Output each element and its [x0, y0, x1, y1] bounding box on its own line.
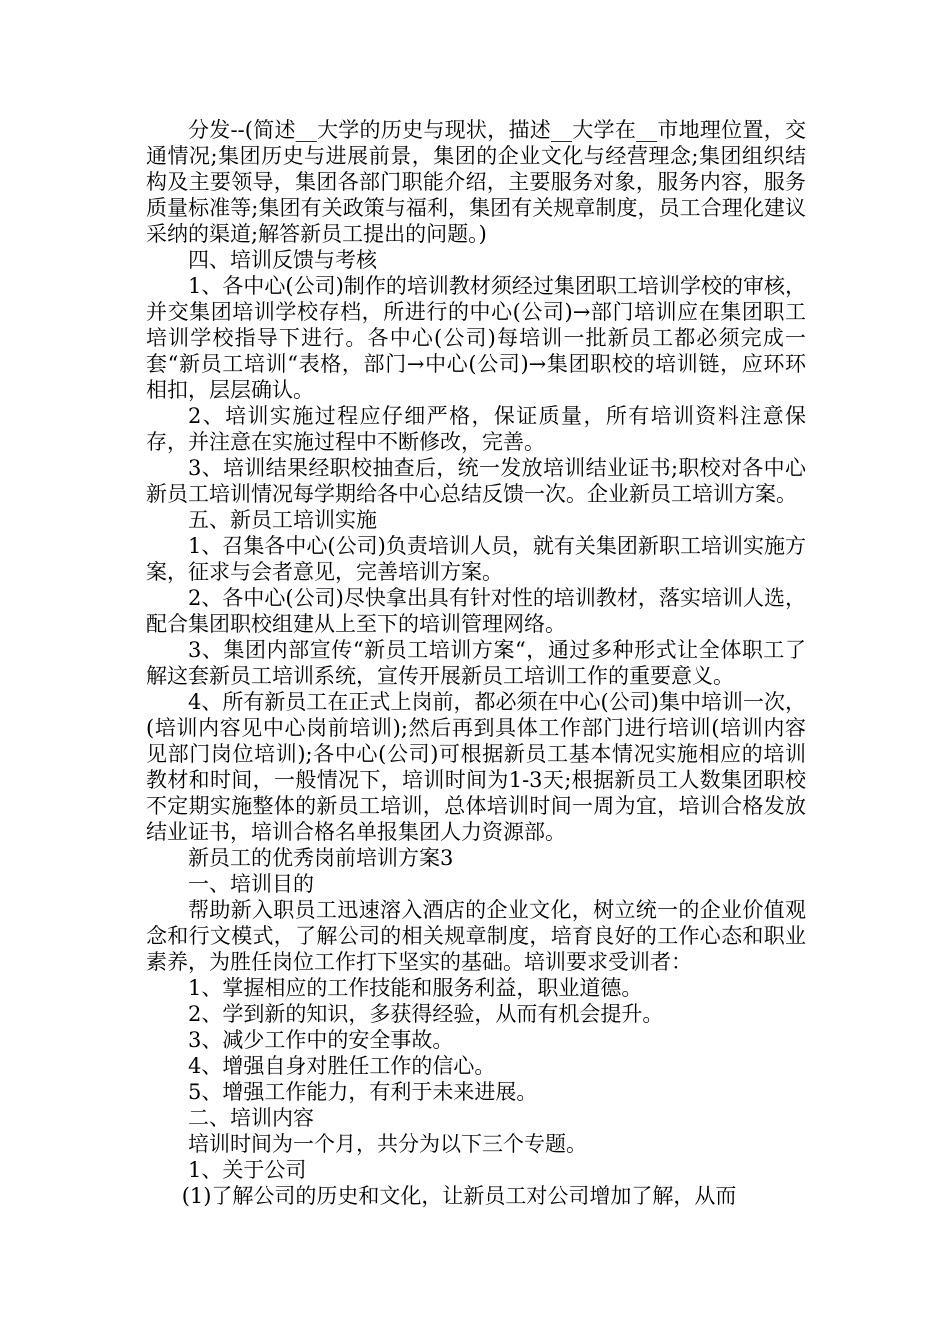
paragraph-content-intro: 培训时间为一个月，共分为以下三个专题。	[188, 1132, 587, 1156]
list-item-purpose-1: 1、掌握相应的工作技能和服务利益，职业道德。	[188, 976, 643, 1000]
list-item-purpose-3: 3、减少工作中的安全事故。	[188, 1028, 454, 1052]
paragraph-implementation-1: 1、召集各中心(公司)负责培训人员，就有关集团新职工培训实施方案，征求与会者意见，完善培训方案。	[146, 534, 806, 584]
paragraph-feedback-3: 3、培训结果经职校抽查后，统一发放培训结业证书;职校对各中心新员工培训情况每学期给各中心总结反馈一次。企业新员工培训方案。	[146, 456, 806, 506]
section-title: 新员工的优秀岗前培训方案3	[188, 846, 454, 870]
list-item-purpose-5: 5、增强工作能力，有利于未来进展。	[188, 1080, 538, 1104]
heading-about-company: 1、关于公司	[188, 1158, 307, 1182]
heading-purpose: 一、培训目的	[188, 872, 314, 896]
paragraph-implementation-3: 3、集团内部宣传“新员工培训方案“，通过多种形式让全体职工了解这套新员工培训系统，宣传开展新员工培训工作的重要意义。	[146, 638, 806, 688]
paragraph-implementation-2: 2、各中心(公司)尽快拿出具有针对性的培训教材，落实培训人选，配合集团职校组建从上至下的培训管理网络。	[146, 586, 806, 636]
paragraph-feedback-2: 2、培训实施过程应仔细严格，保证质量，所有培训资料注意保存，并注意在实施过程中不断修改，完善。	[146, 404, 806, 454]
list-item-purpose-4: 4、增强自身对胜任工作的信心。	[188, 1054, 496, 1078]
list-item-purpose-2: 2、学到新的知识，多获得经验，从而有机会提升。	[188, 1002, 664, 1026]
paragraph-feedback-1: 1、各中心(公司)制作的培训教材须经过集团职工培训学校的审核，并交集团培训学校存档，所进行的中心(公司)→部门培训应在集团职工培训学校指导下进行。各中心(公司)每培训一批新员工都必须完成一套“新员工培训“表格，部门→中心(公司)→集团职校的培训链，应环环相扣，层层确认。	[146, 274, 806, 402]
heading-content: 二、培训内容	[188, 1106, 314, 1130]
heading-implementation: 五、新员工培训实施	[188, 508, 377, 532]
document-page	[146, 117, 806, 1209]
paragraph-purpose: 帮助新入职员工迅速溶入酒店的企业文化，树立统一的企业价值观念和行文模式，了解公司的相关规章制度，培育良好的工作心态和职业素养，为胜任岗位工作打下坚实的基础。培训要求受训者：	[146, 898, 806, 974]
paragraph-implementation-4: 4、所有新员工在正式上岗前，都必须在中心(公司)集中培训一次，(培训内容见中心岗前培训);然后再到具体工作部门进行培训(培训内容见部门岗位培训);各中心(公司)可根据新员工基本情况实施相应的培训教材和时间，一般情况下，培训时间为1-3天;根据新员工人数集团职校不定期实施整体的新员工培训，总体培训时间一周为宜，培训合格发放结业证书，培训合格名单报集团人力资源部。	[146, 690, 806, 844]
paragraph-distribution: 分发--(简述__大学的历史与现状，描述__大学在__市地理位置，交通情况;集团历史与进展前景，集团的企业文化与经营理念;集团组织结构及主要领导，集团各部门职能介绍，主要服务对象，服务内容，服务质量标准等;集团有关政策与福利，集团有关规章制度，员工合理化建议采纳的渠道;解答新员工提出的问题。)	[146, 118, 806, 246]
paragraph-about-company-1: (1)了解公司的历史和文化，让新员工对公司增加了解，从而	[181, 1184, 737, 1208]
heading-feedback: 四、培训反馈与考核	[188, 248, 377, 272]
